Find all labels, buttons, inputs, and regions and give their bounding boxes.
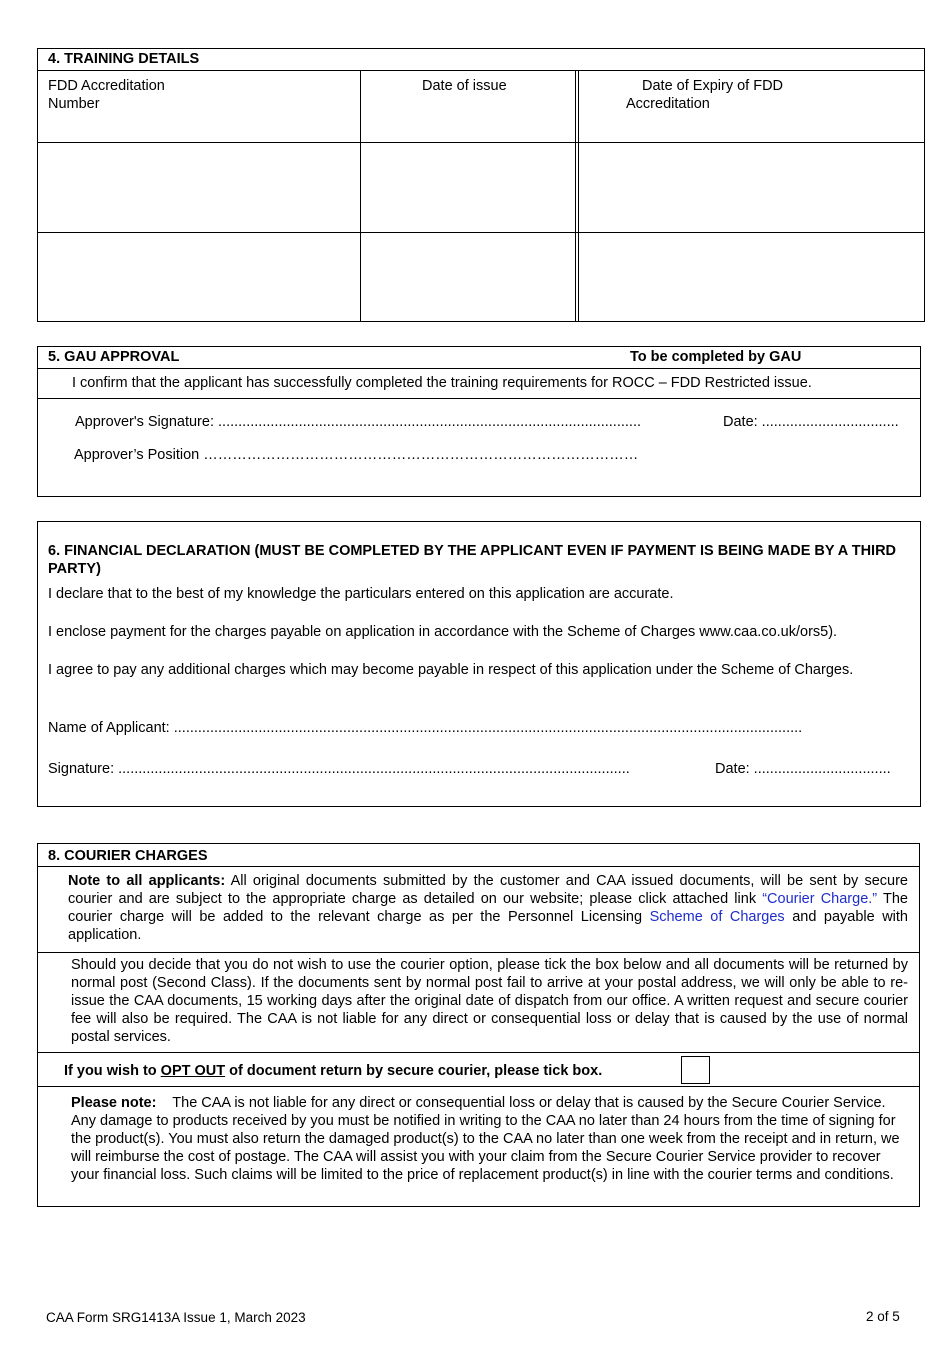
column-header-accreditation-number: FDD Accreditation Number [48, 78, 165, 112]
section-title: 8. COURIER CHARGES [48, 848, 208, 864]
opt-out-text: If you wish to [64, 1063, 161, 1079]
opt-out-text: of document return by secure courier, please tick box. [225, 1063, 603, 1079]
training-details-table [37, 48, 925, 322]
approver-position-field[interactable]: Approver’s Position ……………………………………………………………………………… [74, 447, 639, 463]
normal-post-text: Should you decide that you do not wish to use the courier option, please tick the box below and all documents will be returned by normal post (Second Class). If the documents sent by normal post fail to arrive at your postal address, we will only be able to re-issue the CAA documents, 15 working days after the original date of dispatch from our office. A written request and secure courier fee will also be required. The CAA is not liable for any direct or consequential loss or delay that is caused by the use of normal postal services. [71, 957, 908, 1045]
approver-signature-field[interactable]: Approver's Signature: ......................................................................................................... [75, 414, 642, 430]
date-of-expiry-field[interactable] [579, 143, 923, 231]
gau-approval-section [37, 346, 921, 497]
row-divider [38, 952, 919, 953]
applicant-name-field[interactable]: Name of Applicant: ............................................................................................................................................................ [48, 720, 803, 736]
page-number: 2 of 5 [866, 1309, 900, 1324]
please-note-label: Please note: [71, 1095, 157, 1111]
note-label: Note to all applicants: [68, 873, 226, 889]
date-of-issue-field[interactable] [361, 233, 574, 321]
courier-charge-link[interactable]: “Courier Charge.” [762, 891, 878, 907]
section-title: 4. TRAINING DETAILS [38, 49, 924, 71]
note-text: and payable with application. [68, 909, 908, 943]
approval-date-field[interactable]: Date: .................................. [723, 414, 899, 430]
please-note-text [71, 1094, 911, 1184]
accreditation-number-field[interactable] [39, 143, 359, 231]
row-divider [38, 1086, 919, 1087]
column-header-date-of-expiry: Date of Expiry of FDD Accreditation [626, 78, 784, 112]
opt-out-instruction [64, 1062, 602, 1080]
applicant-signature-field[interactable]: Signature: ............................................................................................................................... [48, 761, 630, 777]
completed-by-note: To be completed by GAU [630, 349, 802, 365]
row-divider [38, 1052, 919, 1053]
additional-charges-text: I agree to pay any additional charges which may become payable in respect of this application under the Scheme of Charges. [48, 662, 854, 678]
section-title: 6. FINANCIAL DECLARATION (MUST BE COMPLETED BY THE APPLICANT EVEN IF PAYMENT IS BEING MADE BY A THIRD PARTY) [48, 543, 897, 577]
note-text: All original documents submitted by the customer and CAA issued documents, will be sent by secure courier and are subject to the appropriate charge as detailed on our website; please click attached link [68, 873, 908, 907]
row-divider [38, 866, 919, 867]
date-of-expiry-field[interactable] [579, 233, 923, 321]
scheme-of-charges-link[interactable]: Scheme of Charges [649, 909, 785, 925]
please-note-body: The CAA is not liable for any direct or consequential loss or delay that is caused by the Secure Courier Service. Any damage to products received by you must be notified in writing to the CAA no later than 24 hours from the time of signing for the product(s). You must also return the damaged product(s) to the CAA no later than one week from the receipt and in return, we will reimburse the cost of postage. The CAA will assist you with your claim from the Secure Courier Service provider to recover your financial loss. Such claims will be limited to the price of replacement product(s) in line with the courier terms and conditions. [71, 1095, 904, 1183]
confirmation-statement: I confirm that the applicant has successfully completed the training requirements for ROCC – FDD Restricted issue. [38, 369, 920, 399]
date-of-issue-field[interactable] [361, 143, 574, 231]
courier-note [68, 872, 908, 944]
declaration-date-field[interactable]: Date: .................................. [715, 761, 891, 777]
courier-charges-section [37, 843, 920, 1207]
accreditation-number-field[interactable] [39, 233, 359, 321]
financial-declaration-section [37, 521, 921, 807]
note-text: The courier charge will be added to the relevant charge as per the Personnel Licensing [68, 891, 908, 925]
form-reference: CAA Form SRG1413A Issue 1, March 2023 [46, 1310, 306, 1325]
section-header [38, 347, 920, 369]
column-header-date-of-issue: Date of issue [422, 78, 507, 94]
column-divider [575, 71, 576, 321]
declaration-text: I declare that to the best of my knowledge the particulars entered on this application are accurate. [48, 586, 674, 602]
payment-text: I enclose payment for the charges payable on application in accordance with the Scheme of Charges www.caa.co.uk/ors5). [48, 624, 838, 640]
section-title: 5. GAU APPROVAL [48, 349, 180, 365]
opt-out-checkbox[interactable] [681, 1056, 710, 1084]
opt-out-emphasis: OPT OUT [160, 1063, 226, 1079]
